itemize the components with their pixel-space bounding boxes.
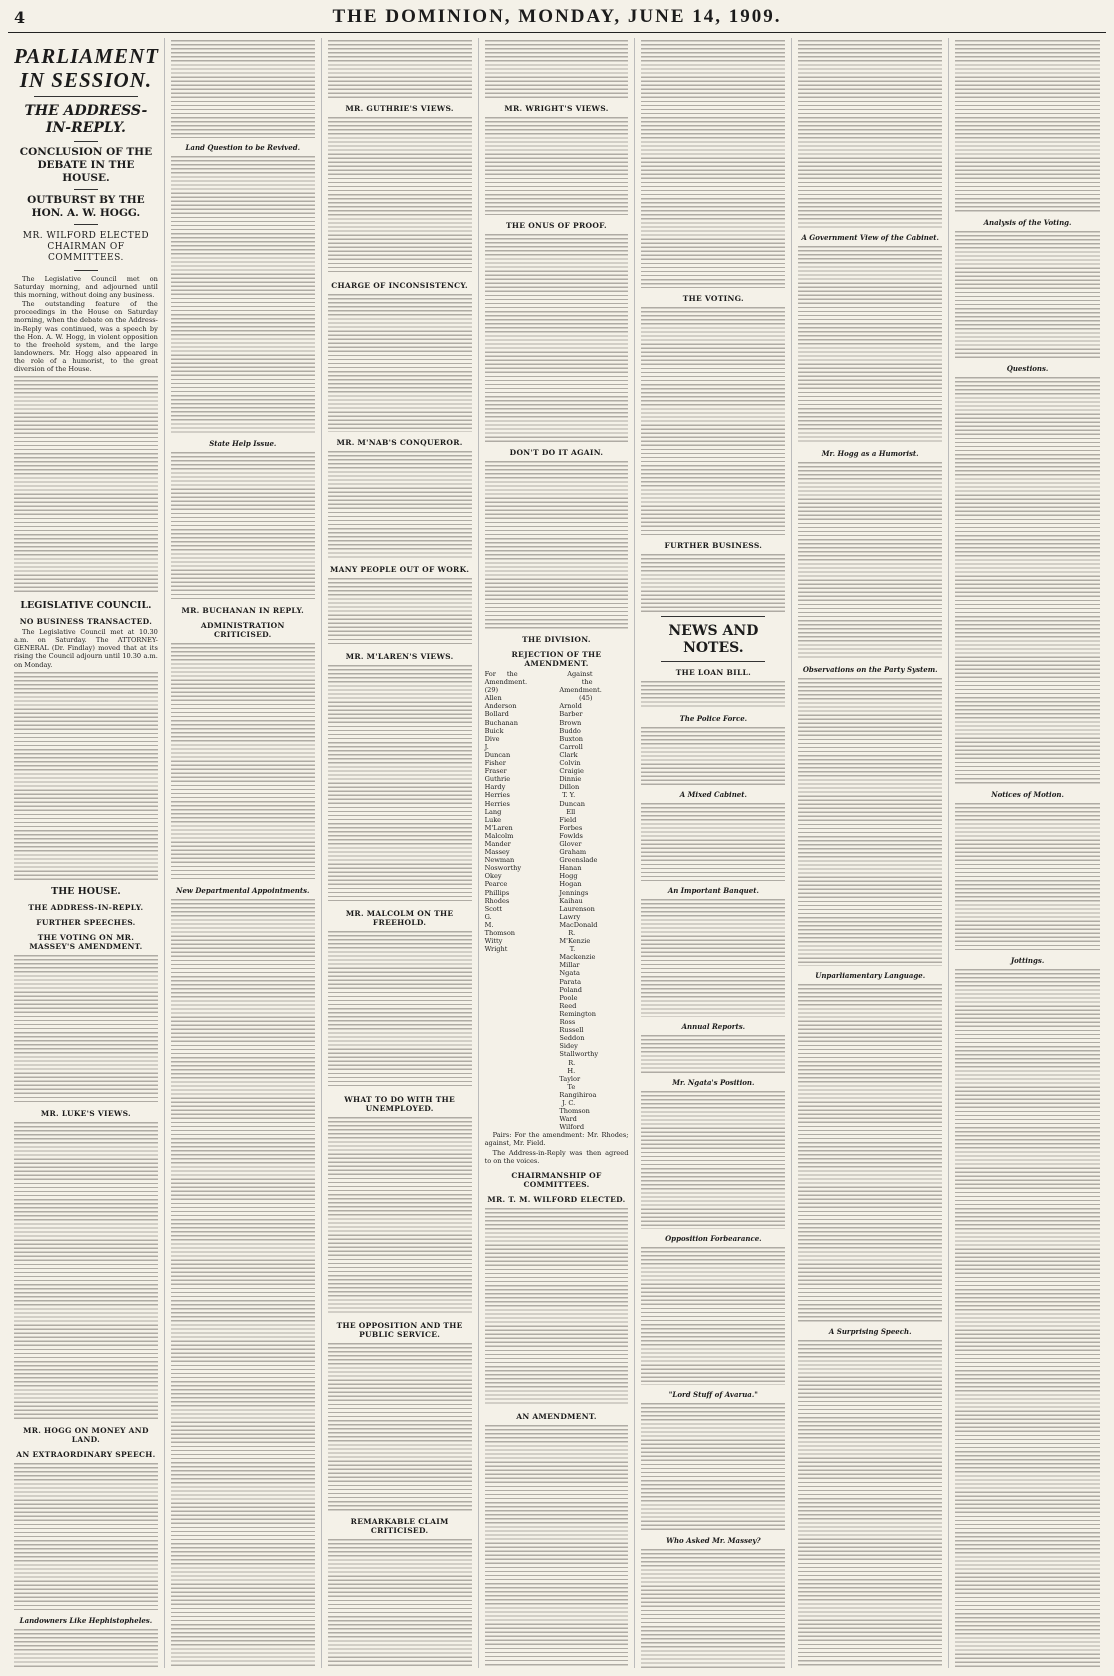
- member-name: Fraser: [484, 767, 507, 776]
- subheading: FURTHER SPEECHES.: [36, 917, 136, 927]
- newspaper-title: THE DOMINION, MONDAY, JUNE 14, 1909.: [332, 6, 782, 27]
- body-text: [14, 1120, 158, 1420]
- body-text: [328, 1341, 472, 1511]
- body-text: [641, 1401, 785, 1531]
- body-text: [641, 897, 785, 1017]
- masthead: [8, 6, 1106, 33]
- body-text: [328, 663, 472, 903]
- member-name: Kaihau: [559, 896, 583, 905]
- divider: [661, 661, 765, 662]
- member-name: Sidey: [559, 1042, 578, 1051]
- member-name: Reed: [559, 1001, 577, 1010]
- member-name: Forbes: [559, 823, 583, 832]
- subheading: Landowners Like Hephistopheles.: [19, 1615, 153, 1625]
- body-text: [171, 38, 315, 138]
- subheading: New Departmental Appointments.: [176, 886, 310, 895]
- body-text: [641, 1089, 785, 1229]
- for-label: For the Amendment.: [484, 670, 528, 687]
- member-name: Pearce: [484, 880, 508, 889]
- member-name: T. Mackenzie: [559, 945, 596, 962]
- body-text: [641, 1245, 785, 1385]
- subheading: MR. GUTHRIE'S VIEWS.: [345, 104, 454, 113]
- section-subheadline: MR. WILFORD ELECTED CHAIRMAN OF COMMITTEES.: [22, 231, 150, 263]
- subheading: Observations on the Party System.: [802, 665, 938, 674]
- column-7: [949, 38, 1106, 1668]
- body-text: [641, 38, 785, 288]
- body-text: [171, 450, 315, 600]
- member-name: Remington: [559, 1009, 596, 1018]
- subheading: A Surprising Speech.: [828, 1327, 912, 1336]
- member-name: Herries: [484, 799, 510, 808]
- body-text: [641, 801, 785, 881]
- subheading: DON'T DO IT AGAIN.: [509, 448, 604, 457]
- body-text: [641, 305, 785, 535]
- subheading: WHAT TO DO WITH THE UNEMPLOYED.: [344, 1095, 456, 1113]
- member-name: Russell: [559, 1026, 584, 1035]
- member-name: Buchanan: [484, 718, 518, 727]
- member-name: J. C. Thomson: [559, 1098, 590, 1116]
- subheading: THE OPPOSITION AND THE PUBLIC SERVICE.: [336, 1321, 463, 1339]
- body-text: [328, 449, 472, 559]
- subheading: MR. M'NAB'S CONQUEROR.: [336, 438, 463, 447]
- subheading: CHARGE OF INCONSISTENCY.: [331, 281, 468, 290]
- against-names: [559, 702, 599, 1132]
- subheading: FURTHER BUSINESS.: [664, 541, 763, 550]
- member-name: Hardy: [484, 783, 506, 792]
- subheading: "Lord Stuff of Avarua.": [668, 1390, 758, 1399]
- subheading: MR. HOGG ON MONEY AND LAND.: [23, 1425, 149, 1444]
- member-name: R. H. Taylor: [559, 1058, 581, 1083]
- divider: [34, 96, 138, 97]
- member-name: T. Y. Duncan: [559, 791, 586, 808]
- body-text: [485, 115, 629, 215]
- subheading: Notices of Motion.: [991, 790, 1064, 799]
- subheading: Mr. Hogg as a Humorist.: [821, 449, 919, 458]
- body-text: [641, 1033, 785, 1073]
- member-name: Witty: [484, 937, 503, 946]
- subheading: Land Question to be Revived.: [185, 143, 301, 152]
- subheading: The Police Force.: [679, 714, 748, 723]
- member-name: Hogg: [559, 872, 578, 881]
- divider: [74, 141, 98, 142]
- body-text: [798, 460, 942, 660]
- member-name: Hanan: [559, 864, 582, 873]
- body-text: [641, 552, 785, 612]
- member-name: Wilford: [559, 1123, 585, 1132]
- divider: [74, 224, 98, 225]
- member-name: Ngata: [559, 969, 580, 978]
- subheading: THE VOTING.: [682, 294, 744, 303]
- subheading: MR. T. M. WILFORD ELECTED.: [487, 1194, 626, 1204]
- body-text: [485, 459, 629, 629]
- body-text: [485, 38, 629, 98]
- body-text: [485, 1206, 629, 1406]
- member-name: Ward: [559, 1115, 577, 1124]
- member-name: Carroll: [559, 742, 583, 751]
- member-name: Arnold: [559, 702, 582, 711]
- subheading: MANY PEOPLE OUT OF WORK.: [329, 565, 470, 574]
- body-text: [955, 801, 1100, 951]
- subheading: Jottings.: [1010, 956, 1045, 965]
- subheading: MR. WRIGHT'S VIEWS.: [504, 104, 609, 113]
- member-name: Rhodes: [484, 896, 510, 905]
- subheading: THE ONUS OF PROOF.: [506, 221, 607, 230]
- member-name: Greenslade: [559, 856, 598, 865]
- member-name: Dive: [484, 734, 500, 743]
- member-name: Mander: [484, 839, 511, 848]
- pairs-note: Pairs: For the amendment: Mr. Rhodes; against, Mr. Field.: [484, 1131, 629, 1148]
- subheading: An Important Banquet.: [667, 886, 759, 895]
- member-name: Hogan: [559, 880, 582, 889]
- against-label: Against the Amendment.: [559, 670, 602, 695]
- body-text: [14, 953, 158, 1103]
- subheading: REMARKABLE CLAIM CRITICISED.: [350, 1517, 449, 1535]
- member-name: Colvin: [559, 759, 581, 768]
- subheading: Questions.: [1006, 364, 1049, 373]
- section-subheadline: CONCLUSION OF THE DEBATE IN THE HOUSE.: [19, 146, 153, 184]
- member-name: Massey: [484, 848, 510, 857]
- subheading: Unparliamentary Language.: [815, 971, 926, 980]
- member-name: Poole: [559, 993, 578, 1002]
- body-text: [171, 897, 315, 1668]
- subheading: Annual Reports.: [681, 1022, 746, 1031]
- column-5: [635, 38, 792, 1668]
- member-name: Ross: [559, 1018, 576, 1027]
- member-name: Te Rangihiroa: [559, 1082, 597, 1099]
- article-paragraph: The outstanding feature of the proceedings in the House on Saturday morning, when the debate on the Address-in-Reply was continued, was a speech by the Hon. A. W. Hogg, in violent opposition to the freehold system, and the large landowners. Mr. Hogg also appeared in the role of a humorist, to the great diversion of the House.: [14, 300, 158, 374]
- member-name: Guthrie: [484, 775, 511, 784]
- member-name: MacDonald: [559, 920, 598, 929]
- body-text: [171, 641, 315, 881]
- divider: [74, 270, 98, 271]
- body-text: [328, 929, 472, 1089]
- subheading: MR. LUKE'S VIEWS.: [40, 1108, 131, 1118]
- agreed-note: The Address-in-Reply was then agreed to on the voices.: [484, 1148, 629, 1165]
- body-text: [328, 576, 472, 646]
- body-text: [798, 676, 942, 966]
- banner-headline: PARLIAMENT IN SESSION.: [14, 44, 159, 92]
- body-text: [798, 38, 942, 228]
- body-text: [798, 982, 942, 1322]
- subheading: AN EXTRAORDINARY SPEECH.: [16, 1449, 156, 1459]
- subheading: Who Asked Mr. Massey?: [666, 1536, 761, 1545]
- member-name: Anderson: [484, 702, 517, 711]
- body-text: [171, 154, 315, 434]
- member-name: Jennings: [559, 888, 589, 897]
- section-headline: THE HOUSE.: [51, 885, 121, 897]
- member-name: Malcolm: [484, 831, 514, 840]
- member-name: Okey: [484, 872, 502, 881]
- subheading: Analysis of the Voting.: [983, 218, 1072, 227]
- for-names: [484, 694, 522, 954]
- member-name: Craigie: [559, 767, 584, 776]
- member-name: Herries: [484, 791, 510, 800]
- subheading: MR. MALCOLM ON THE FREEHOLD.: [345, 909, 454, 927]
- member-name: J. Duncan: [484, 742, 511, 759]
- subheading: ADMINISTRATION CRITICISED.: [200, 621, 285, 639]
- subheading: THE ADDRESS-IN-REPLY.: [28, 902, 144, 912]
- subheading: REJECTION OF THE AMENDMENT.: [511, 650, 602, 668]
- subheading: THE DIVISION.: [522, 635, 591, 644]
- member-name: Nosworthy: [484, 864, 522, 873]
- body-text: [485, 232, 629, 442]
- column-3: [322, 38, 479, 1668]
- subheading: AN AMENDMENT.: [516, 1411, 597, 1421]
- column-6: [792, 38, 949, 1668]
- member-name: Phillips: [484, 888, 510, 897]
- against-count: (45): [578, 694, 593, 703]
- body-text: [641, 1547, 785, 1668]
- member-name: Dillon: [559, 783, 580, 792]
- body-text: [955, 375, 1100, 785]
- subheading: Mr. Ngata's Position.: [672, 1078, 755, 1087]
- body-text: [14, 1461, 158, 1611]
- body-text: [641, 725, 785, 785]
- member-name: G. M. Thomson: [484, 912, 516, 937]
- section-headline: NEWS AND NOTES.: [668, 623, 759, 656]
- member-name: Dinnie: [559, 775, 582, 784]
- member-name: Stallworthy: [559, 1050, 599, 1059]
- subheading: State Help Issue.: [209, 439, 277, 448]
- member-name: Buddo: [559, 726, 581, 735]
- member-name: Brown: [559, 718, 582, 727]
- subheading: MR. M'LAREN'S VIEWS.: [345, 652, 454, 661]
- member-name: Bollard: [484, 710, 509, 719]
- column-4: [479, 38, 636, 1668]
- member-name: Allen: [484, 694, 502, 703]
- subheading: THE VOTING ON MR. MASSEY'S AMENDMENT.: [29, 932, 143, 951]
- section-headline: LEGISLATIVE COUNCIL.: [20, 600, 152, 612]
- divider: [74, 189, 98, 190]
- section-subheadline: OUTBURST BY THE HON. A. W. HOGG.: [27, 194, 145, 219]
- member-name: R. M'Kenzie: [559, 929, 591, 946]
- subheading: Opposition Forbearance.: [665, 1234, 762, 1243]
- body-text: [641, 679, 785, 709]
- member-name: Fowlds: [559, 831, 583, 840]
- for-list: [485, 670, 554, 1131]
- member-name: Lang: [484, 807, 502, 816]
- member-name: Field: [559, 815, 577, 824]
- member-name: Clark: [559, 750, 578, 759]
- body-text: [328, 1537, 472, 1668]
- member-name: Scott: [484, 904, 503, 913]
- body-text: [328, 292, 472, 432]
- member-name: Wright: [484, 945, 508, 954]
- member-name: Parata: [559, 977, 582, 986]
- body-text: [485, 1423, 629, 1668]
- article-paragraph: The Legislative Council met at 10.30 a.m. on Saturday. The ATTORNEY-GENERAL (Dr. Findlay) moved that at its rising the Council adjourn until 10.30 a.m. on Monday.: [14, 628, 158, 669]
- member-name: Glover: [559, 839, 582, 848]
- body-text: [955, 967, 1100, 1668]
- member-name: Luke: [484, 815, 502, 824]
- member-name: Fisher: [484, 759, 506, 768]
- subheading: A Mixed Cabinet.: [679, 790, 747, 799]
- body-text: [14, 670, 158, 880]
- subheading: MR. BUCHANAN IN REPLY.: [181, 606, 305, 615]
- body-text: [14, 374, 158, 594]
- subheading: A Government View of the Cabinet.: [801, 233, 939, 242]
- for-count: (29): [484, 686, 499, 695]
- subheading: THE LOAN BILL.: [675, 668, 751, 677]
- member-name: Lawry: [559, 912, 581, 921]
- article-paragraph: The Legislative Council met on Saturday morning, and adjourned until this morning, without doing any business.: [14, 275, 158, 300]
- newspaper-columns: [8, 38, 1106, 1668]
- member-name: Barber: [559, 710, 583, 719]
- division-list: [485, 670, 629, 1131]
- body-text: [328, 1115, 472, 1315]
- section-headline: THE ADDRESS-IN-REPLY.: [24, 103, 148, 136]
- subheading: NO BUSINESS TRANSACTED.: [19, 617, 153, 627]
- member-name: Ell: [566, 807, 576, 816]
- body-text: [955, 229, 1100, 359]
- body-text: [14, 1627, 158, 1668]
- member-name: Poland: [559, 985, 583, 994]
- column-2: [165, 38, 322, 1668]
- against-list: [559, 670, 628, 1131]
- body-text: [955, 38, 1100, 213]
- member-name: Newman: [484, 856, 515, 865]
- divider: [661, 616, 765, 617]
- member-name: Graham: [559, 848, 587, 857]
- body-text: [328, 38, 472, 98]
- body-text: [798, 244, 942, 444]
- subheading: CHAIRMANSHIP OF COMMITTEES.: [511, 1170, 602, 1189]
- member-name: Millar: [559, 961, 580, 970]
- page-number: 4: [14, 8, 26, 27]
- member-name: Laurenson: [559, 904, 595, 913]
- member-name: Seddon: [559, 1034, 585, 1043]
- member-name: Buick: [484, 726, 504, 735]
- column-1: [8, 38, 165, 1668]
- body-text: [328, 115, 472, 275]
- member-name: M'Laren: [484, 823, 513, 832]
- member-name: Buxton: [559, 734, 584, 743]
- body-text: [798, 1338, 942, 1668]
